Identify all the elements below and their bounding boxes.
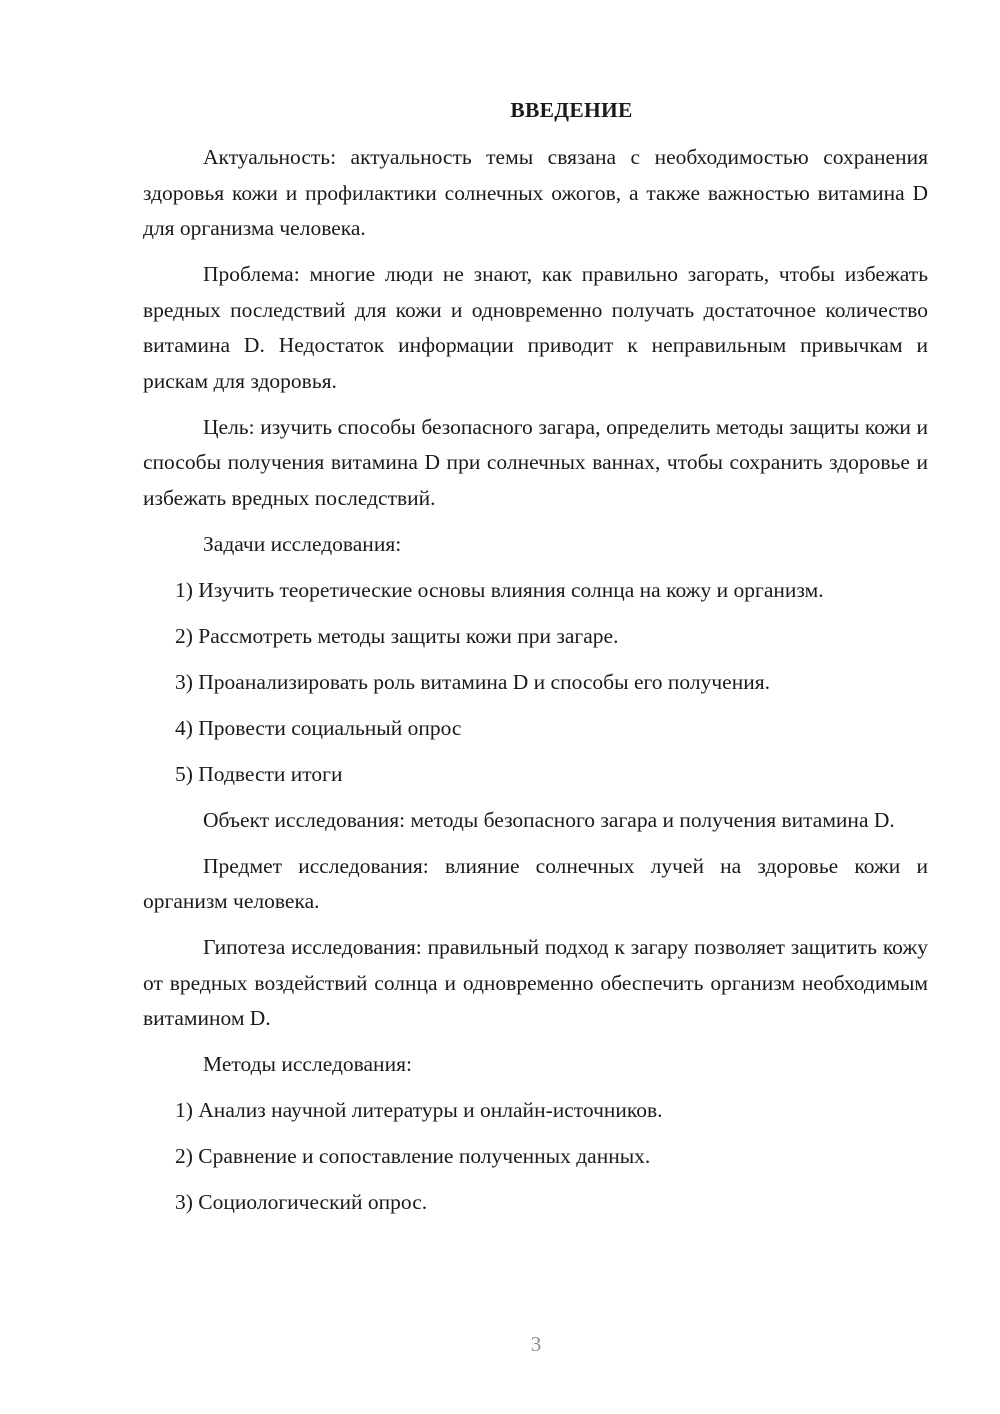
methods-heading: Методы исследования: — [203, 1052, 412, 1076]
method-item-1: 1) Анализ научной литературы и онлайн-источников. — [175, 1098, 663, 1122]
task-item-4: 4) Провести социальный опрос — [175, 715, 462, 740]
task-item-2: 2) Рассмотреть методы защиты кожи при загаре. — [175, 623, 619, 648]
task-item-5: 5) Подвести итоги — [175, 761, 343, 786]
page-number: 3 — [530, 1332, 542, 1356]
hypothesis-paragraph: Гипотеза исследования: правильный подход к загару позволяет защитить кожу от вредных воздействий солнца и одновременно обеспечить организм необходимым витамином D. — [143, 935, 928, 1030]
document-page — [143, 93, 928, 1231]
object-paragraph: Объект исследования: методы безопасного загара и получения витамина D. — [203, 807, 895, 832]
method-item-3: 3) Социологический опрос. — [175, 1190, 428, 1214]
task-item-1: 1) Изучить теоретические основы влияния солнца на кожу и организм. — [175, 577, 824, 602]
relevance-paragraph: Актуальность: актуальность темы связана с необходимостью сохранения здоровья кожи и профилактики солнечных ожогов, а также важностью витамина D для организма человека. — [143, 145, 928, 240]
section-title: ВВЕДЕНИЕ — [510, 98, 633, 122]
goal-paragraph: Цель: изучить способы безопасного загара, определить методы защиты кожи и способы получения витамина D при солнечных ваннах, чтобы сохранить здоровье и избежать вредных последствий. — [143, 414, 928, 510]
tasks-heading: Задачи исследования: — [203, 531, 402, 556]
subject-paragraph: Предмет исследования: влияние солнечных лучей на здоровье кожи и организм человека. — [143, 853, 928, 913]
problem-paragraph: Проблема: многие люди не знают, как правильно загорать, чтобы избежать вредных последствий для кожи и одновременно получать достаточное количество витамина D. Недостаток информации приводит к неправильным привычкам и рискам для здоровья. — [143, 262, 928, 393]
task-item-3: 3) Проанализировать роль витамина D и способы его получения. — [175, 669, 770, 694]
method-item-2: 2) Сравнение и сопоставление полученных данных. — [175, 1144, 651, 1168]
